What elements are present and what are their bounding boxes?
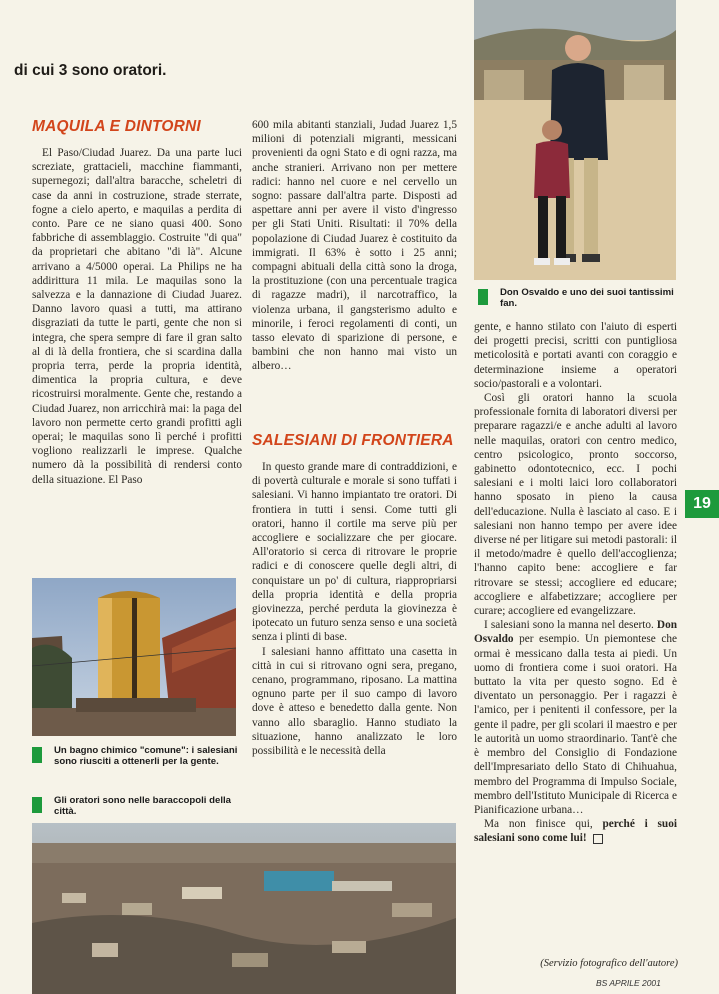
caption-marker-icon xyxy=(32,797,42,813)
footer: BS APRILE 2001 xyxy=(596,978,661,988)
maquila-text xyxy=(32,146,242,487)
caption-text: Un bagno chimico "comune": i salesiani sono riusciti a ottenerli per la gente. xyxy=(54,745,238,767)
caption-slums xyxy=(32,795,242,817)
salesiani-paragraph: In questo grande mare di contraddizioni, e di povertà culturale e morale si sono tuffati i salesiani. Vi hanno impiantato tre oratori. Di frontiera in tutti i sensi. Come tutti gli oratori, hanno il cortile ma serve più per accogliere e socializzare che per giocare. All'oratorio si cerca di ritrovare le proprie radici e di conoscere quelle degli altri, di conquistare un po' di cultura, riappropriarsi della propria identità e della propria giovinezza, perché perduta la giovinezza è ipotecato un futuro senza senso e una società senza i plinti di base. xyxy=(252,461,457,644)
chemical-toilet-image xyxy=(32,578,236,736)
col3-paragraph: gente, e hanno stilato con l'aiuto di esperti dei progetti precisi, scritti con puntigliosa meticolosità e portati avanti con coraggio e determinazione insieme a operatori socio/pastorali e a volontari. xyxy=(474,321,677,390)
caption-marker-icon xyxy=(32,747,42,763)
closing-bold: perché i suoi salesiani sono come lui! xyxy=(474,818,677,845)
salesiani-paragraph: I salesiani hanno affittato una casetta in città in cui si ritrovano ogni sera, pregano, cenano, programmano, riposano. La mattina ognuno parte per il suo campo di lavoro dove è atteso e benedetto dalla gente. Non vanno allo sbaraglio. Hanno studiato la situazione, hanno analizzato le loro possibilità e le necessità della xyxy=(252,645,457,758)
continued-line: di cui 3 sono oratori. xyxy=(14,62,167,79)
col3-paragraph-osvaldo xyxy=(474,618,677,817)
city-panorama-image xyxy=(32,823,456,994)
photo-credit: (Servizio fotografico dell'autore) xyxy=(540,958,678,969)
photo-city-panorama xyxy=(32,823,456,994)
heading-salesiani: SALESIANI DI FRONTIERA xyxy=(252,432,454,449)
col3-closing-paragraph xyxy=(474,817,677,845)
don-osvaldo-image xyxy=(474,0,676,280)
salesiani-text xyxy=(252,460,457,758)
caption-don-osvaldo xyxy=(478,287,678,309)
caption-text: Don Osvaldo e uno dei suoi tantissimi fan. xyxy=(500,287,674,309)
osvaldo-text: per esempio. Un piemontese che ormai è messicano dalla testa ai piedi. Un uomo di frontiera come i suoi oratori. Ha buttato la vita per questo sogno. Ed è diventato un personaggio. Per i ragazzi è l'amico, per i penitenti il confessore, per la gente il padre, per gli scolari il maestro e per le autorità un uomo straordinario. Tant'è che è membro del Consiglio di Fondazione dell'Impresariato dello Stato di Chihuahua, membro del Programma di Impulso Sociale, membro dell'Istituto Municipale di Ricerca e Pianificazione urbana… xyxy=(474,633,678,816)
continuation-paragraph: 600 mila abitanti stanziali, Judad Juarez 1,5 milioni di potenziali migranti, messicani provenienti da ogni Stato e di ogni razza, ma anche stranieri. Arrivano non per mettere radici: hanno nel cuore e nel cervello un sogno: passare dall'altra parte. Disposti ad aspettare anni per avere il visto d'ingresso per gli Stati Uniti. Risultati: il 70% della popolazione di Ciudad Juarez è costituito da immigrati. Il 63% è sotto i 25 anni; compagni abituali della città sono la droga, la prostituzione (con una percentuale tragica di ragazze madri), il narcotraffico, la violenza urbana, il gangsterismo adulto e minorile, i feroci regolamenti di conti, un tasso elevato di sparizione di persone, e bambini che non hanno mai visto un albero… xyxy=(252,119,457,373)
maquila-paragraph: El Paso/Ciudad Juarez. Da una parte luci screziate, grattacieli, macchine fiammanti, supernegozi; dall'altra baracche, scheletri di case da anni in costruzione, strade sterrate, fogne a cielo aperto, e maquilas a perdita di conto. Pare ce ne siano quasi 400. Sono fabbriche di assemblaggio. Costruite "di qua" da proprietari che abitano "di là". Alcune arrivano a 4/5000 operai. La Philips ne ha addirittura 11 mila. Le maquilas sono la salvezza e la dannazione di Ciudad Juarez. Danno lavoro quasi a tutti, ma attirano disgraziati da tutte le parti, gente che non si integra, che spera sempre di fare il gran salto al di là della frontiera, che si scardina dalla propria terra, perde la propria identità, dimentica la propria cultura, e deve ricostruirsi moralmente. Gente che, restando a Ciudad Juarez, non arricchirà mai: la paga del lavoro non permette certo grandi profitti agli operai; le maquilas sono lì perché i profitti vogliono realizzarli le imprese. Qualche numero dà la possibilità di rendersi conto della situazione. El Paso xyxy=(32,147,242,486)
section-maquila xyxy=(32,118,242,487)
heading-maquila: MAQUILA E DINTORNI xyxy=(32,118,201,135)
section-salesiani xyxy=(252,432,457,758)
column-2-text xyxy=(252,118,457,374)
osvaldo-intro: I salesiani sono la manna nel deserto. xyxy=(484,619,654,632)
page-number: 19 xyxy=(685,490,719,518)
caption-marker-icon xyxy=(478,289,488,305)
closing-intro: Ma non finisce qui, xyxy=(484,818,593,831)
col3-paragraph: Così gli oratori hanno la scuola professionale fornita di laboratori diversi per preparare ragazzi/e e anche adulti al lavoro nelle maquilas, oratori con centro medico, centro psicologico, pronto soccorso, gabinetto odontotecnico, ecc. I pochi salesiani e i molti laici loro collaboratori hanno sposato in pieno la causa dell'educazione. Nulla è lasciato al caso. E i salesiani non hanno tempo per avere idee diverse né per litigare sui metodi pastorali: il il metodo/madre è quello dell'accoglienza; l'hanno capito bene: accogliere e far ritrovare se stessi; accogliere ed educare; accogliere e alfabetizzare; accogliere per curare; accogliere ed evangelizzare. xyxy=(474,392,677,618)
caption-chemical-toilet xyxy=(32,745,242,767)
osvaldo-name: Don Osvaldo xyxy=(474,619,677,646)
caption-text: Gli oratori sono nelle baraccopoli della città. xyxy=(54,795,231,817)
photo-chemical-toilet xyxy=(32,578,236,736)
column-3-text xyxy=(474,320,677,846)
end-mark-icon xyxy=(593,834,603,844)
photo-don-osvaldo xyxy=(474,0,676,280)
